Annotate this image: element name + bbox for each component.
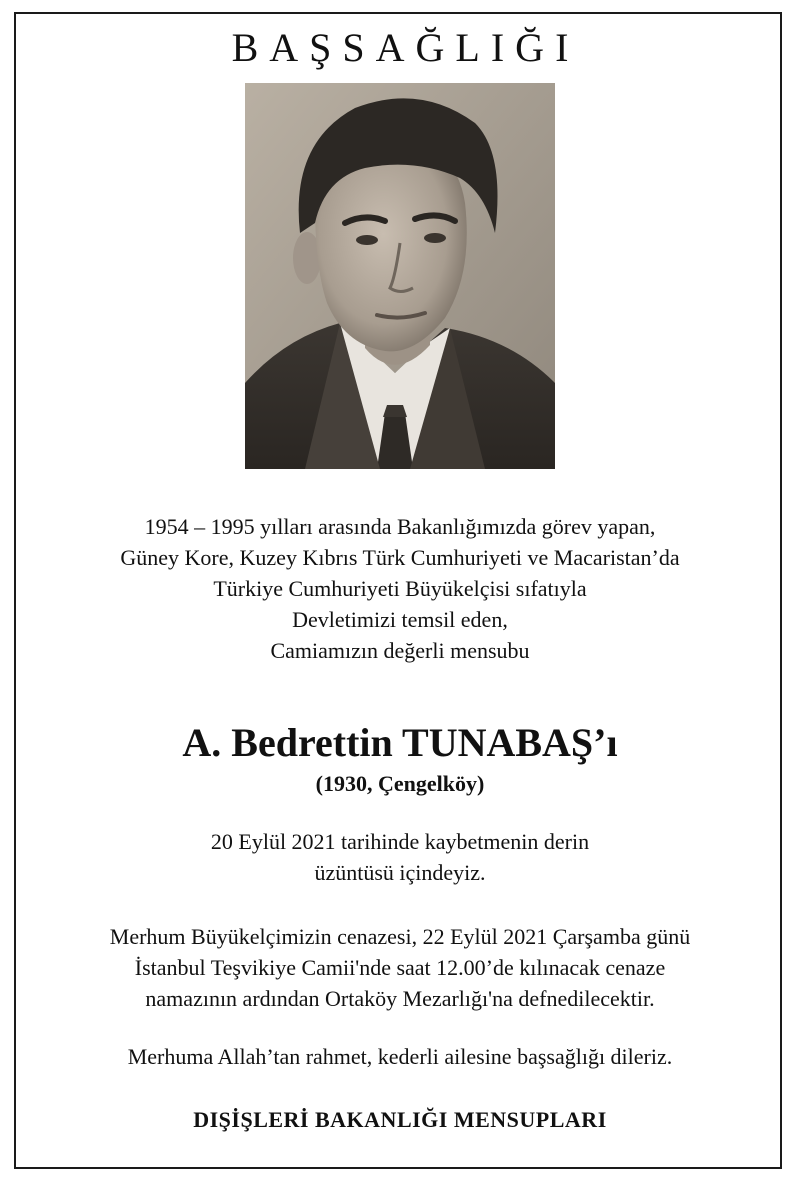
deceased-name: A. Bedrettin TUNABAŞ’ı — [182, 720, 618, 765]
intro-line: Türkiye Cumhuriyeti Büyükelçisi sıfatıyla — [213, 576, 587, 601]
loss-line: 20 Eylül 2021 tarihinde kaybetmenin derin — [210, 829, 590, 854]
intro-line: 1954 – 1995 yılları arasında Bakanlığımızda görev yapan, — [144, 514, 656, 539]
portrait-photo — [245, 83, 555, 469]
loss-line: üzüntüsü içindeyiz. — [314, 860, 486, 885]
birth-info: (1930, Çengelköy) — [315, 771, 485, 796]
funeral-line: namazının ardından Ortaköy Mezarlığı'na defnedilecektir. — [145, 986, 655, 1011]
funeral-line: İstanbul Teşvikiye Camii'nde saat 12.00’de kılınacak cenaze — [134, 955, 666, 980]
funeral-text — [0, 921, 800, 1014]
notice-title: BAŞSAĞLIĞI — [231, 25, 580, 70]
intro-text — [0, 511, 800, 666]
funeral-line: Merhum Büyükelçimizin cenazesi, 22 Eylül 2021 Çarşamba günü — [109, 924, 691, 949]
intro-line: Devletimizi temsil eden, — [292, 607, 508, 632]
signature: DIŞİŞLERİ BAKANLIĞI MENSUPLARI — [193, 1107, 607, 1132]
intro-line: Güney Kore, Kuzey Kıbrıs Türk Cumhuriyeti ve Macaristan’da — [120, 545, 680, 570]
condolence-text: Merhuma Allah’tan rahmet, kederli ailesine başsağlığı dileriz. — [127, 1044, 673, 1069]
intro-line: Camiamızın değerli mensubu — [270, 638, 530, 663]
loss-text — [0, 826, 800, 888]
